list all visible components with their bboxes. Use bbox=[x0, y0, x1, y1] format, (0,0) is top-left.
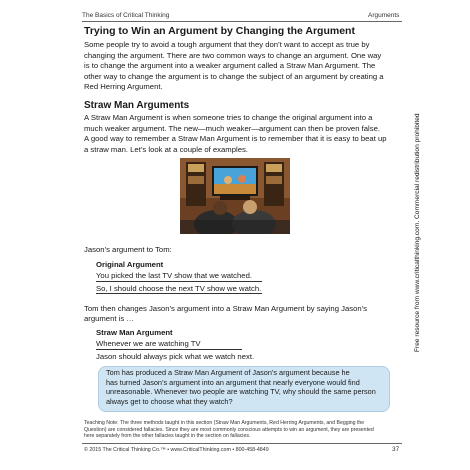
straw-man-argument-title: Straw Man Argument bbox=[96, 328, 173, 337]
transition-line-2: argument is … bbox=[84, 314, 134, 323]
original-argument-conclusion: So, I should choose the next TV show we watch. bbox=[96, 284, 262, 293]
tv-watching-photo bbox=[180, 158, 290, 234]
running-header-section: Arguments bbox=[368, 12, 400, 19]
original-argument-title: Original Argument bbox=[96, 260, 164, 269]
vertical-side-note: Free resource from www.criticalthinking.com. Commercial redistribution prohibited bbox=[414, 113, 421, 352]
section-paragraph-straw-man: A Straw Man Argument is when someone tries to change the original argument into a much weaker argument. The new—much weaker—argument can then be proven false. A good way to remember a Straw Man Argument is to remember that it is easy to beat up a straw man. Let’s look at a couple of examples. bbox=[84, 113, 387, 154]
straw-man-argument-conclusion: Jason should always pick what we watch next. bbox=[96, 352, 255, 361]
straw-man-argument-premise: Whenever we are watching TV bbox=[96, 339, 201, 348]
example-intro: Jason’s argument to Tom: bbox=[84, 245, 172, 254]
straw-premise-rule bbox=[96, 349, 242, 350]
tv-watching-illustration bbox=[180, 158, 290, 234]
section-heading-straw-man: Straw Man Arguments bbox=[84, 100, 190, 111]
original-argument-premise: You picked the last TV show that we watched. bbox=[96, 271, 252, 280]
callout-text: Tom has produced a Straw Man Argument of Jason’s argument because he has turned Jason’s argument into an argument that nearly everyone would find unreasonable. Whenever two people are watching TV, why should the same person always get to choose what they watch? bbox=[106, 368, 376, 406]
running-header-title: The Basics of Critical Thinking bbox=[82, 12, 170, 19]
footer-divider bbox=[82, 443, 402, 444]
page-number: 37 bbox=[392, 446, 400, 453]
premise-rule bbox=[96, 281, 262, 282]
section-heading-changing-argument: Trying to Win an Argument by Changing the Argument bbox=[84, 25, 355, 37]
section-paragraph-changing-argument: Some people try to avoid a tough argument that they don’t want to accept as true by changing the argument. There are two common ways to change an argument. One way is to change the argument into a weaker argument called a Straw Man Argument. The other way to change the argument is to change the subject of an argument by creating a Red Herring Argument. bbox=[84, 40, 384, 91]
header-divider bbox=[82, 21, 402, 22]
transition-line-1: Tom then changes Jason’s argument into a Straw Man Argument by saying Jason’s bbox=[84, 304, 368, 313]
conclusion-rule bbox=[96, 293, 262, 294]
teaching-note: Teaching Note: The three methods taught in this section (Straw Man Arguments, Red Herring Arguments, and Begging the Question) are considered fallacies. Since they are most commonly conscious attempts to win an argument, they are presented here separately from the other fallacies taught in the section on fallacies. bbox=[84, 420, 374, 440]
footer-copyright: © 2015 The Critical Thinking Co.™ • www.CriticalThinking.com • 800-458-4849 bbox=[84, 447, 269, 453]
